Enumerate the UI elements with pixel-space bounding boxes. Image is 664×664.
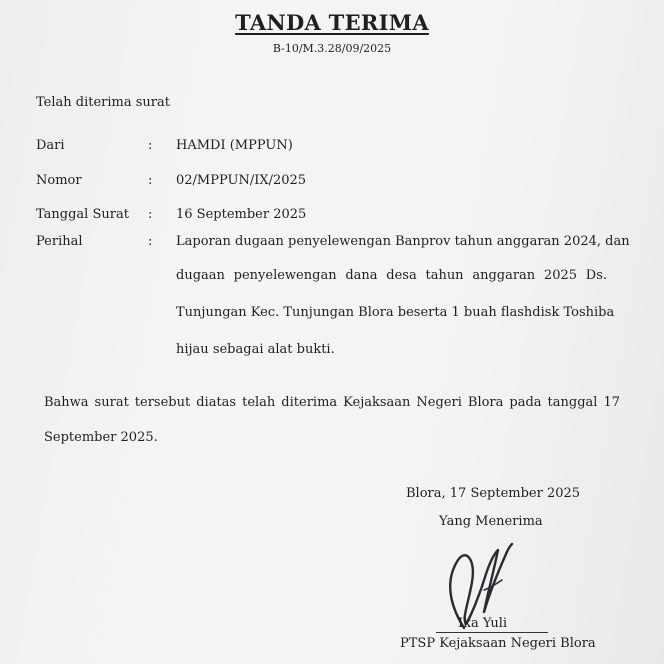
date-colon: : (148, 207, 153, 222)
subject-line-4: hijau sebagai alat bukti. (176, 342, 335, 357)
from-value: HAMDI (MPPUN) (176, 138, 293, 153)
from-colon: : (148, 138, 153, 153)
statement-line-2: September 2025. (44, 430, 158, 445)
subject-line-3: Tunjungan Kec. Tunjungan Blora beserta 1 buah flashdisk Toshiba (176, 305, 615, 320)
reference-number: B-10/M.3.28/09/2025 (272, 42, 392, 55)
statement-line-1: Bahwa surat tersebut diatas telah diterima Kejaksaan Negeri Blora pada tanggal 17 (44, 395, 620, 410)
handwritten-signature (424, 530, 534, 630)
document-title (0, 10, 664, 35)
signature-line (436, 632, 548, 633)
number-colon: : (148, 173, 153, 188)
place-date: Blora, 17 September 2025 (406, 486, 581, 501)
receiver-name: Ika Yuli (458, 616, 508, 631)
intro-text: Telah diterima surat (36, 95, 170, 110)
date-value: 16 September 2025 (176, 207, 307, 222)
receiver-office: PTSP Kejaksaan Negeri Blora (400, 636, 596, 651)
number-value: 02/MPPUN/IX/2025 (176, 173, 307, 188)
subject-line-1: Laporan dugaan penyelewengan Banprov tahun anggaran 2024, dan (176, 234, 630, 249)
subject-colon: : (148, 234, 153, 249)
subject-line-2: dugaan penyelewengan dana desa tahun anggaran 2025 Ds. (176, 268, 607, 283)
subject-label: Perihal (36, 234, 83, 249)
document-title-text: TANDA TERIMA (235, 10, 429, 35)
receiver-role: Yang Menerima (439, 514, 543, 529)
from-label: Dari (36, 138, 65, 153)
number-label: Nomor (36, 173, 82, 188)
date-label: Tanggal Surat (36, 207, 129, 222)
